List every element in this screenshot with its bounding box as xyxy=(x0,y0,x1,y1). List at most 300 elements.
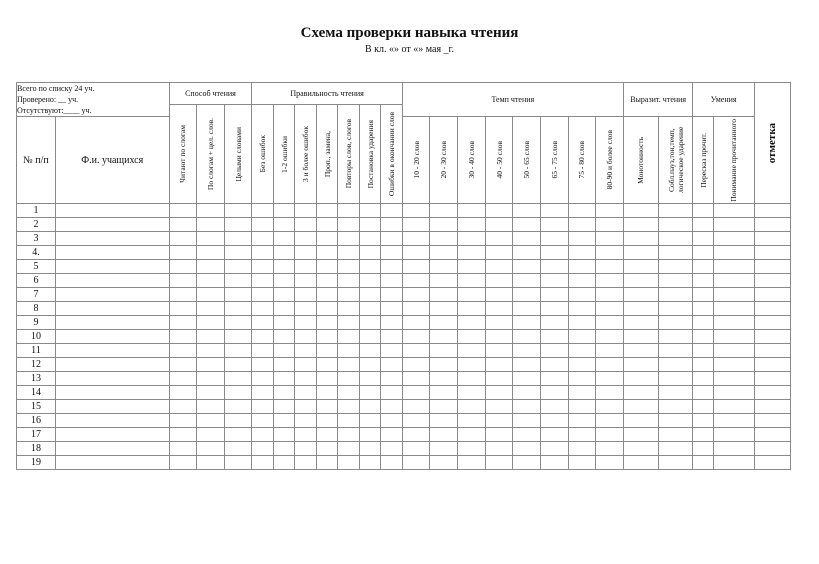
mark-cell[interactable] xyxy=(252,302,273,316)
mark-cell[interactable] xyxy=(623,302,658,316)
mark-cell[interactable] xyxy=(623,372,658,386)
mark-cell[interactable] xyxy=(359,358,380,372)
mark-cell[interactable] xyxy=(295,414,316,428)
mark-cell[interactable] xyxy=(402,442,430,456)
student-name-cell[interactable] xyxy=(55,218,169,232)
mark-cell[interactable] xyxy=(224,260,252,274)
mark-cell[interactable] xyxy=(596,316,624,330)
mark-cell[interactable] xyxy=(402,232,430,246)
mark-cell[interactable] xyxy=(169,414,197,428)
mark-cell[interactable] xyxy=(169,260,197,274)
mark-cell[interactable] xyxy=(252,456,273,470)
mark-cell[interactable] xyxy=(658,288,693,302)
mark-cell[interactable] xyxy=(693,344,713,358)
mark-cell[interactable] xyxy=(224,288,252,302)
mark-cell[interactable] xyxy=(568,218,596,232)
mark-cell[interactable] xyxy=(252,442,273,456)
mark-cell[interactable] xyxy=(316,288,337,302)
mark-cell[interactable] xyxy=(513,218,541,232)
mark-cell[interactable] xyxy=(713,232,754,246)
mark-cell[interactable] xyxy=(458,456,486,470)
mark-cell[interactable] xyxy=(458,260,486,274)
mark-cell[interactable] xyxy=(381,246,403,260)
mark-cell[interactable] xyxy=(693,330,713,344)
mark-cell[interactable] xyxy=(197,428,225,442)
mark-cell[interactable] xyxy=(713,260,754,274)
mark-cell[interactable] xyxy=(381,204,403,218)
mark-cell[interactable] xyxy=(295,232,316,246)
mark-cell[interactable] xyxy=(568,274,596,288)
mark-cell[interactable] xyxy=(359,316,380,330)
mark-cell[interactable] xyxy=(568,414,596,428)
mark-cell[interactable] xyxy=(568,372,596,386)
mark-cell[interactable] xyxy=(596,372,624,386)
mark-cell[interactable] xyxy=(658,372,693,386)
mark-cell[interactable] xyxy=(513,246,541,260)
mark-cell[interactable] xyxy=(381,274,403,288)
mark-cell[interactable] xyxy=(402,386,430,400)
mark-cell[interactable] xyxy=(713,274,754,288)
mark-cell[interactable] xyxy=(224,442,252,456)
mark-cell[interactable] xyxy=(754,344,790,358)
mark-cell[interactable] xyxy=(338,316,359,330)
mark-cell[interactable] xyxy=(316,204,337,218)
mark-cell[interactable] xyxy=(338,232,359,246)
mark-cell[interactable] xyxy=(596,344,624,358)
mark-cell[interactable] xyxy=(658,316,693,330)
mark-cell[interactable] xyxy=(485,344,513,358)
mark-cell[interactable] xyxy=(381,302,403,316)
mark-cell[interactable] xyxy=(295,316,316,330)
mark-cell[interactable] xyxy=(754,302,790,316)
mark-cell[interactable] xyxy=(693,204,713,218)
mark-cell[interactable] xyxy=(359,274,380,288)
mark-cell[interactable] xyxy=(458,330,486,344)
mark-cell[interactable] xyxy=(295,204,316,218)
mark-cell[interactable] xyxy=(540,218,568,232)
student-name-cell[interactable] xyxy=(55,372,169,386)
mark-cell[interactable] xyxy=(359,232,380,246)
mark-cell[interactable] xyxy=(252,414,273,428)
mark-cell[interactable] xyxy=(623,400,658,414)
mark-cell[interactable] xyxy=(693,386,713,400)
mark-cell[interactable] xyxy=(430,386,458,400)
student-name-cell[interactable] xyxy=(55,260,169,274)
mark-cell[interactable] xyxy=(596,232,624,246)
mark-cell[interactable] xyxy=(540,274,568,288)
mark-cell[interactable] xyxy=(224,344,252,358)
mark-cell[interactable] xyxy=(273,372,294,386)
mark-cell[interactable] xyxy=(197,316,225,330)
mark-cell[interactable] xyxy=(485,260,513,274)
mark-cell[interactable] xyxy=(658,428,693,442)
mark-cell[interactable] xyxy=(381,358,403,372)
mark-cell[interactable] xyxy=(458,442,486,456)
mark-cell[interactable] xyxy=(224,456,252,470)
mark-cell[interactable] xyxy=(169,288,197,302)
mark-cell[interactable] xyxy=(693,414,713,428)
mark-cell[interactable] xyxy=(224,330,252,344)
mark-cell[interactable] xyxy=(540,358,568,372)
mark-cell[interactable] xyxy=(485,358,513,372)
mark-cell[interactable] xyxy=(658,260,693,274)
mark-cell[interactable] xyxy=(540,246,568,260)
mark-cell[interactable] xyxy=(197,386,225,400)
mark-cell[interactable] xyxy=(513,386,541,400)
student-name-cell[interactable] xyxy=(55,442,169,456)
mark-cell[interactable] xyxy=(485,302,513,316)
mark-cell[interactable] xyxy=(568,288,596,302)
mark-cell[interactable] xyxy=(359,344,380,358)
mark-cell[interactable] xyxy=(458,232,486,246)
mark-cell[interactable] xyxy=(485,428,513,442)
mark-cell[interactable] xyxy=(596,260,624,274)
mark-cell[interactable] xyxy=(713,386,754,400)
mark-cell[interactable] xyxy=(623,428,658,442)
mark-cell[interactable] xyxy=(316,246,337,260)
mark-cell[interactable] xyxy=(316,218,337,232)
mark-cell[interactable] xyxy=(295,358,316,372)
mark-cell[interactable] xyxy=(224,386,252,400)
mark-cell[interactable] xyxy=(540,386,568,400)
mark-cell[interactable] xyxy=(197,218,225,232)
mark-cell[interactable] xyxy=(359,204,380,218)
mark-cell[interactable] xyxy=(658,302,693,316)
mark-cell[interactable] xyxy=(540,442,568,456)
mark-cell[interactable] xyxy=(169,218,197,232)
mark-cell[interactable] xyxy=(338,274,359,288)
mark-cell[interactable] xyxy=(359,400,380,414)
mark-cell[interactable] xyxy=(658,344,693,358)
mark-cell[interactable] xyxy=(338,372,359,386)
mark-cell[interactable] xyxy=(458,344,486,358)
mark-cell[interactable] xyxy=(623,414,658,428)
mark-cell[interactable] xyxy=(338,218,359,232)
mark-cell[interactable] xyxy=(540,400,568,414)
student-name-cell[interactable] xyxy=(55,358,169,372)
mark-cell[interactable] xyxy=(658,456,693,470)
mark-cell[interactable] xyxy=(402,260,430,274)
mark-cell[interactable] xyxy=(713,344,754,358)
mark-cell[interactable] xyxy=(224,400,252,414)
mark-cell[interactable] xyxy=(381,330,403,344)
mark-cell[interactable] xyxy=(402,316,430,330)
mark-cell[interactable] xyxy=(197,358,225,372)
student-name-cell[interactable] xyxy=(55,316,169,330)
mark-cell[interactable] xyxy=(458,246,486,260)
mark-cell[interactable] xyxy=(458,372,486,386)
mark-cell[interactable] xyxy=(197,302,225,316)
mark-cell[interactable] xyxy=(754,288,790,302)
mark-cell[interactable] xyxy=(169,274,197,288)
mark-cell[interactable] xyxy=(295,456,316,470)
mark-cell[interactable] xyxy=(295,344,316,358)
mark-cell[interactable] xyxy=(513,288,541,302)
mark-cell[interactable] xyxy=(568,358,596,372)
student-name-cell[interactable] xyxy=(55,414,169,428)
mark-cell[interactable] xyxy=(568,204,596,218)
mark-cell[interactable] xyxy=(754,232,790,246)
mark-cell[interactable] xyxy=(658,246,693,260)
mark-cell[interactable] xyxy=(252,260,273,274)
mark-cell[interactable] xyxy=(224,232,252,246)
mark-cell[interactable] xyxy=(338,456,359,470)
mark-cell[interactable] xyxy=(485,456,513,470)
mark-cell[interactable] xyxy=(485,218,513,232)
mark-cell[interactable] xyxy=(273,260,294,274)
mark-cell[interactable] xyxy=(485,232,513,246)
mark-cell[interactable] xyxy=(693,274,713,288)
mark-cell[interactable] xyxy=(316,372,337,386)
mark-cell[interactable] xyxy=(658,358,693,372)
mark-cell[interactable] xyxy=(713,288,754,302)
mark-cell[interactable] xyxy=(430,288,458,302)
mark-cell[interactable] xyxy=(754,456,790,470)
mark-cell[interactable] xyxy=(623,274,658,288)
mark-cell[interactable] xyxy=(540,344,568,358)
mark-cell[interactable] xyxy=(713,456,754,470)
mark-cell[interactable] xyxy=(359,246,380,260)
mark-cell[interactable] xyxy=(568,344,596,358)
mark-cell[interactable] xyxy=(338,204,359,218)
mark-cell[interactable] xyxy=(513,204,541,218)
mark-cell[interactable] xyxy=(568,456,596,470)
mark-cell[interactable] xyxy=(658,442,693,456)
mark-cell[interactable] xyxy=(338,386,359,400)
mark-cell[interactable] xyxy=(402,288,430,302)
mark-cell[interactable] xyxy=(224,358,252,372)
mark-cell[interactable] xyxy=(623,316,658,330)
mark-cell[interactable] xyxy=(381,414,403,428)
mark-cell[interactable] xyxy=(359,456,380,470)
mark-cell[interactable] xyxy=(754,428,790,442)
mark-cell[interactable] xyxy=(513,400,541,414)
mark-cell[interactable] xyxy=(458,274,486,288)
mark-cell[interactable] xyxy=(540,204,568,218)
mark-cell[interactable] xyxy=(485,288,513,302)
mark-cell[interactable] xyxy=(295,218,316,232)
mark-cell[interactable] xyxy=(381,218,403,232)
mark-cell[interactable] xyxy=(197,442,225,456)
mark-cell[interactable] xyxy=(316,358,337,372)
mark-cell[interactable] xyxy=(623,260,658,274)
mark-cell[interactable] xyxy=(295,330,316,344)
mark-cell[interactable] xyxy=(458,358,486,372)
mark-cell[interactable] xyxy=(623,204,658,218)
mark-cell[interactable] xyxy=(513,414,541,428)
mark-cell[interactable] xyxy=(381,260,403,274)
mark-cell[interactable] xyxy=(693,218,713,232)
mark-cell[interactable] xyxy=(458,218,486,232)
mark-cell[interactable] xyxy=(713,428,754,442)
mark-cell[interactable] xyxy=(540,414,568,428)
mark-cell[interactable] xyxy=(359,288,380,302)
mark-cell[interactable] xyxy=(658,386,693,400)
mark-cell[interactable] xyxy=(513,232,541,246)
mark-cell[interactable] xyxy=(623,386,658,400)
mark-cell[interactable] xyxy=(485,204,513,218)
mark-cell[interactable] xyxy=(568,260,596,274)
mark-cell[interactable] xyxy=(713,400,754,414)
mark-cell[interactable] xyxy=(430,260,458,274)
mark-cell[interactable] xyxy=(252,386,273,400)
mark-cell[interactable] xyxy=(402,302,430,316)
mark-cell[interactable] xyxy=(381,428,403,442)
mark-cell[interactable] xyxy=(430,344,458,358)
mark-cell[interactable] xyxy=(568,428,596,442)
mark-cell[interactable] xyxy=(693,288,713,302)
mark-cell[interactable] xyxy=(197,232,225,246)
mark-cell[interactable] xyxy=(485,246,513,260)
mark-cell[interactable] xyxy=(252,232,273,246)
mark-cell[interactable] xyxy=(169,246,197,260)
mark-cell[interactable] xyxy=(596,428,624,442)
mark-cell[interactable] xyxy=(596,358,624,372)
mark-cell[interactable] xyxy=(169,442,197,456)
mark-cell[interactable] xyxy=(224,428,252,442)
mark-cell[interactable] xyxy=(169,344,197,358)
mark-cell[interactable] xyxy=(458,414,486,428)
mark-cell[interactable] xyxy=(402,218,430,232)
mark-cell[interactable] xyxy=(338,246,359,260)
mark-cell[interactable] xyxy=(169,358,197,372)
mark-cell[interactable] xyxy=(224,414,252,428)
mark-cell[interactable] xyxy=(169,232,197,246)
mark-cell[interactable] xyxy=(273,414,294,428)
mark-cell[interactable] xyxy=(430,358,458,372)
mark-cell[interactable] xyxy=(458,428,486,442)
mark-cell[interactable] xyxy=(623,358,658,372)
mark-cell[interactable] xyxy=(316,330,337,344)
mark-cell[interactable] xyxy=(252,246,273,260)
mark-cell[interactable] xyxy=(458,204,486,218)
mark-cell[interactable] xyxy=(224,218,252,232)
mark-cell[interactable] xyxy=(568,442,596,456)
mark-cell[interactable] xyxy=(713,442,754,456)
mark-cell[interactable] xyxy=(713,316,754,330)
mark-cell[interactable] xyxy=(623,288,658,302)
student-name-cell[interactable] xyxy=(55,386,169,400)
mark-cell[interactable] xyxy=(338,414,359,428)
mark-cell[interactable] xyxy=(224,316,252,330)
mark-cell[interactable] xyxy=(568,302,596,316)
mark-cell[interactable] xyxy=(540,302,568,316)
mark-cell[interactable] xyxy=(568,386,596,400)
mark-cell[interactable] xyxy=(568,232,596,246)
mark-cell[interactable] xyxy=(513,274,541,288)
mark-cell[interactable] xyxy=(540,456,568,470)
mark-cell[interactable] xyxy=(273,358,294,372)
mark-cell[interactable] xyxy=(169,456,197,470)
mark-cell[interactable] xyxy=(252,330,273,344)
mark-cell[interactable] xyxy=(224,274,252,288)
mark-cell[interactable] xyxy=(273,204,294,218)
mark-cell[interactable] xyxy=(540,428,568,442)
mark-cell[interactable] xyxy=(568,246,596,260)
mark-cell[interactable] xyxy=(693,260,713,274)
mark-cell[interactable] xyxy=(540,288,568,302)
mark-cell[interactable] xyxy=(540,232,568,246)
mark-cell[interactable] xyxy=(430,456,458,470)
mark-cell[interactable] xyxy=(513,316,541,330)
mark-cell[interactable] xyxy=(658,232,693,246)
mark-cell[interactable] xyxy=(713,204,754,218)
mark-cell[interactable] xyxy=(197,204,225,218)
student-name-cell[interactable] xyxy=(55,246,169,260)
mark-cell[interactable] xyxy=(485,442,513,456)
mark-cell[interactable] xyxy=(540,330,568,344)
mark-cell[interactable] xyxy=(693,358,713,372)
mark-cell[interactable] xyxy=(359,218,380,232)
mark-cell[interactable] xyxy=(402,246,430,260)
mark-cell[interactable] xyxy=(513,330,541,344)
mark-cell[interactable] xyxy=(295,302,316,316)
mark-cell[interactable] xyxy=(197,400,225,414)
mark-cell[interactable] xyxy=(381,442,403,456)
mark-cell[interactable] xyxy=(338,260,359,274)
student-name-cell[interactable] xyxy=(55,232,169,246)
mark-cell[interactable] xyxy=(623,330,658,344)
mark-cell[interactable] xyxy=(430,330,458,344)
mark-cell[interactable] xyxy=(252,288,273,302)
mark-cell[interactable] xyxy=(754,358,790,372)
mark-cell[interactable] xyxy=(430,204,458,218)
mark-cell[interactable] xyxy=(754,274,790,288)
mark-cell[interactable] xyxy=(513,428,541,442)
mark-cell[interactable] xyxy=(402,274,430,288)
mark-cell[interactable] xyxy=(338,344,359,358)
mark-cell[interactable] xyxy=(623,442,658,456)
mark-cell[interactable] xyxy=(169,386,197,400)
mark-cell[interactable] xyxy=(568,330,596,344)
mark-cell[interactable] xyxy=(316,316,337,330)
mark-cell[interactable] xyxy=(197,274,225,288)
mark-cell[interactable] xyxy=(754,414,790,428)
student-name-cell[interactable] xyxy=(55,274,169,288)
mark-cell[interactable] xyxy=(713,246,754,260)
mark-cell[interactable] xyxy=(338,302,359,316)
mark-cell[interactable] xyxy=(658,400,693,414)
mark-cell[interactable] xyxy=(658,414,693,428)
student-name-cell[interactable] xyxy=(55,330,169,344)
mark-cell[interactable] xyxy=(596,302,624,316)
mark-cell[interactable] xyxy=(197,246,225,260)
mark-cell[interactable] xyxy=(402,204,430,218)
mark-cell[interactable] xyxy=(596,274,624,288)
mark-cell[interactable] xyxy=(252,358,273,372)
mark-cell[interactable] xyxy=(402,414,430,428)
mark-cell[interactable] xyxy=(596,400,624,414)
mark-cell[interactable] xyxy=(359,302,380,316)
mark-cell[interactable] xyxy=(402,372,430,386)
mark-cell[interactable] xyxy=(693,372,713,386)
mark-cell[interactable] xyxy=(458,316,486,330)
mark-cell[interactable] xyxy=(252,316,273,330)
mark-cell[interactable] xyxy=(430,246,458,260)
mark-cell[interactable] xyxy=(430,302,458,316)
mark-cell[interactable] xyxy=(658,204,693,218)
mark-cell[interactable] xyxy=(252,400,273,414)
mark-cell[interactable] xyxy=(359,372,380,386)
mark-cell[interactable] xyxy=(197,456,225,470)
mark-cell[interactable] xyxy=(295,442,316,456)
mark-cell[interactable] xyxy=(273,274,294,288)
mark-cell[interactable] xyxy=(430,442,458,456)
mark-cell[interactable] xyxy=(596,442,624,456)
mark-cell[interactable] xyxy=(197,344,225,358)
mark-cell[interactable] xyxy=(338,428,359,442)
mark-cell[interactable] xyxy=(623,456,658,470)
